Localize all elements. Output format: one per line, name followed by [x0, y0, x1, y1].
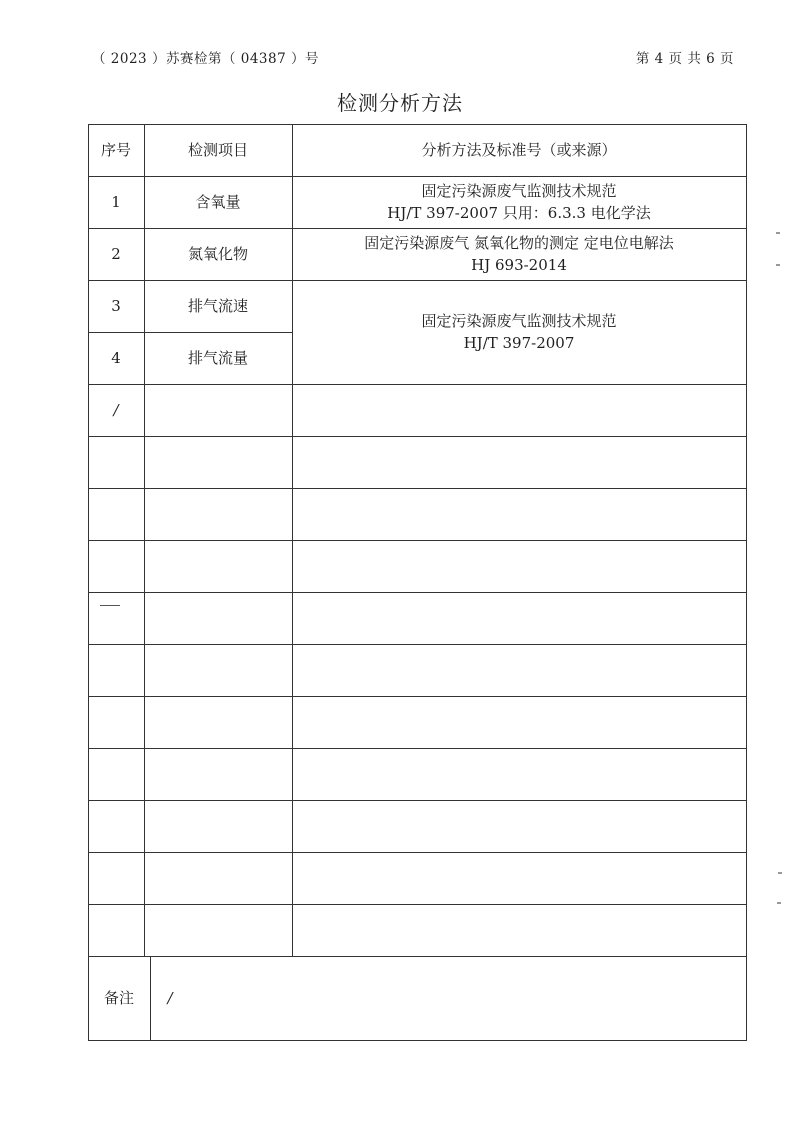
row-item: 含氧量: [195, 193, 241, 211]
table-rule: [88, 644, 746, 645]
row-item: 排气流量: [187, 349, 248, 367]
table-rule: [88, 384, 746, 385]
row-no: /: [113, 401, 119, 419]
table-rule: [88, 488, 746, 489]
remark-label: 备注: [103, 989, 134, 1007]
merged-method-cell: 固定污染源废气监测技术规范 HJ/T 397-2007: [421, 312, 617, 352]
scan-mark: [776, 264, 780, 266]
table-rule: [88, 540, 746, 541]
row-no: 2: [111, 245, 121, 263]
scan-mark: [778, 872, 782, 874]
row-no: 1: [111, 193, 121, 211]
page-title: 检测分析方法: [337, 91, 463, 115]
row-method: 固定污染源废气监测技术规范 HJ/T 397-2007 只用：6.3.3 电化学法: [387, 182, 651, 222]
table-rule: [88, 592, 746, 593]
table-rule: [88, 852, 746, 853]
remark-value: /: [167, 989, 173, 1007]
col-header-no: 序号: [100, 141, 131, 159]
methods-table: [88, 124, 748, 1042]
report-number: （ 2023 ）苏赛检第（ 04387 ）号: [92, 51, 319, 67]
table-rule: [88, 436, 746, 437]
row-item: 氮氧化物: [187, 245, 248, 263]
row-no: 4: [111, 349, 121, 367]
col-header-item: 检测项目: [187, 141, 248, 159]
table-rule: [88, 748, 746, 749]
row-method: 固定污染源废气 氮氧化物的测定 定电位电解法 HJ 693-2014: [364, 234, 674, 274]
scan-mark: [777, 902, 781, 904]
table-rule: [88, 904, 746, 905]
scan-mark: [776, 232, 780, 234]
scan-mark: [100, 605, 120, 606]
table-rule: [746, 124, 747, 1041]
table-rule: [88, 800, 746, 801]
page-indicator: 第 4 页 共 6 页: [635, 51, 734, 67]
row-no: 3: [111, 297, 121, 315]
table-rule: [88, 1040, 746, 1041]
row-item: 排气流速: [187, 297, 248, 315]
table-rule: [88, 696, 746, 697]
col-header-method: 分析方法及标准号（或来源）: [421, 141, 617, 159]
